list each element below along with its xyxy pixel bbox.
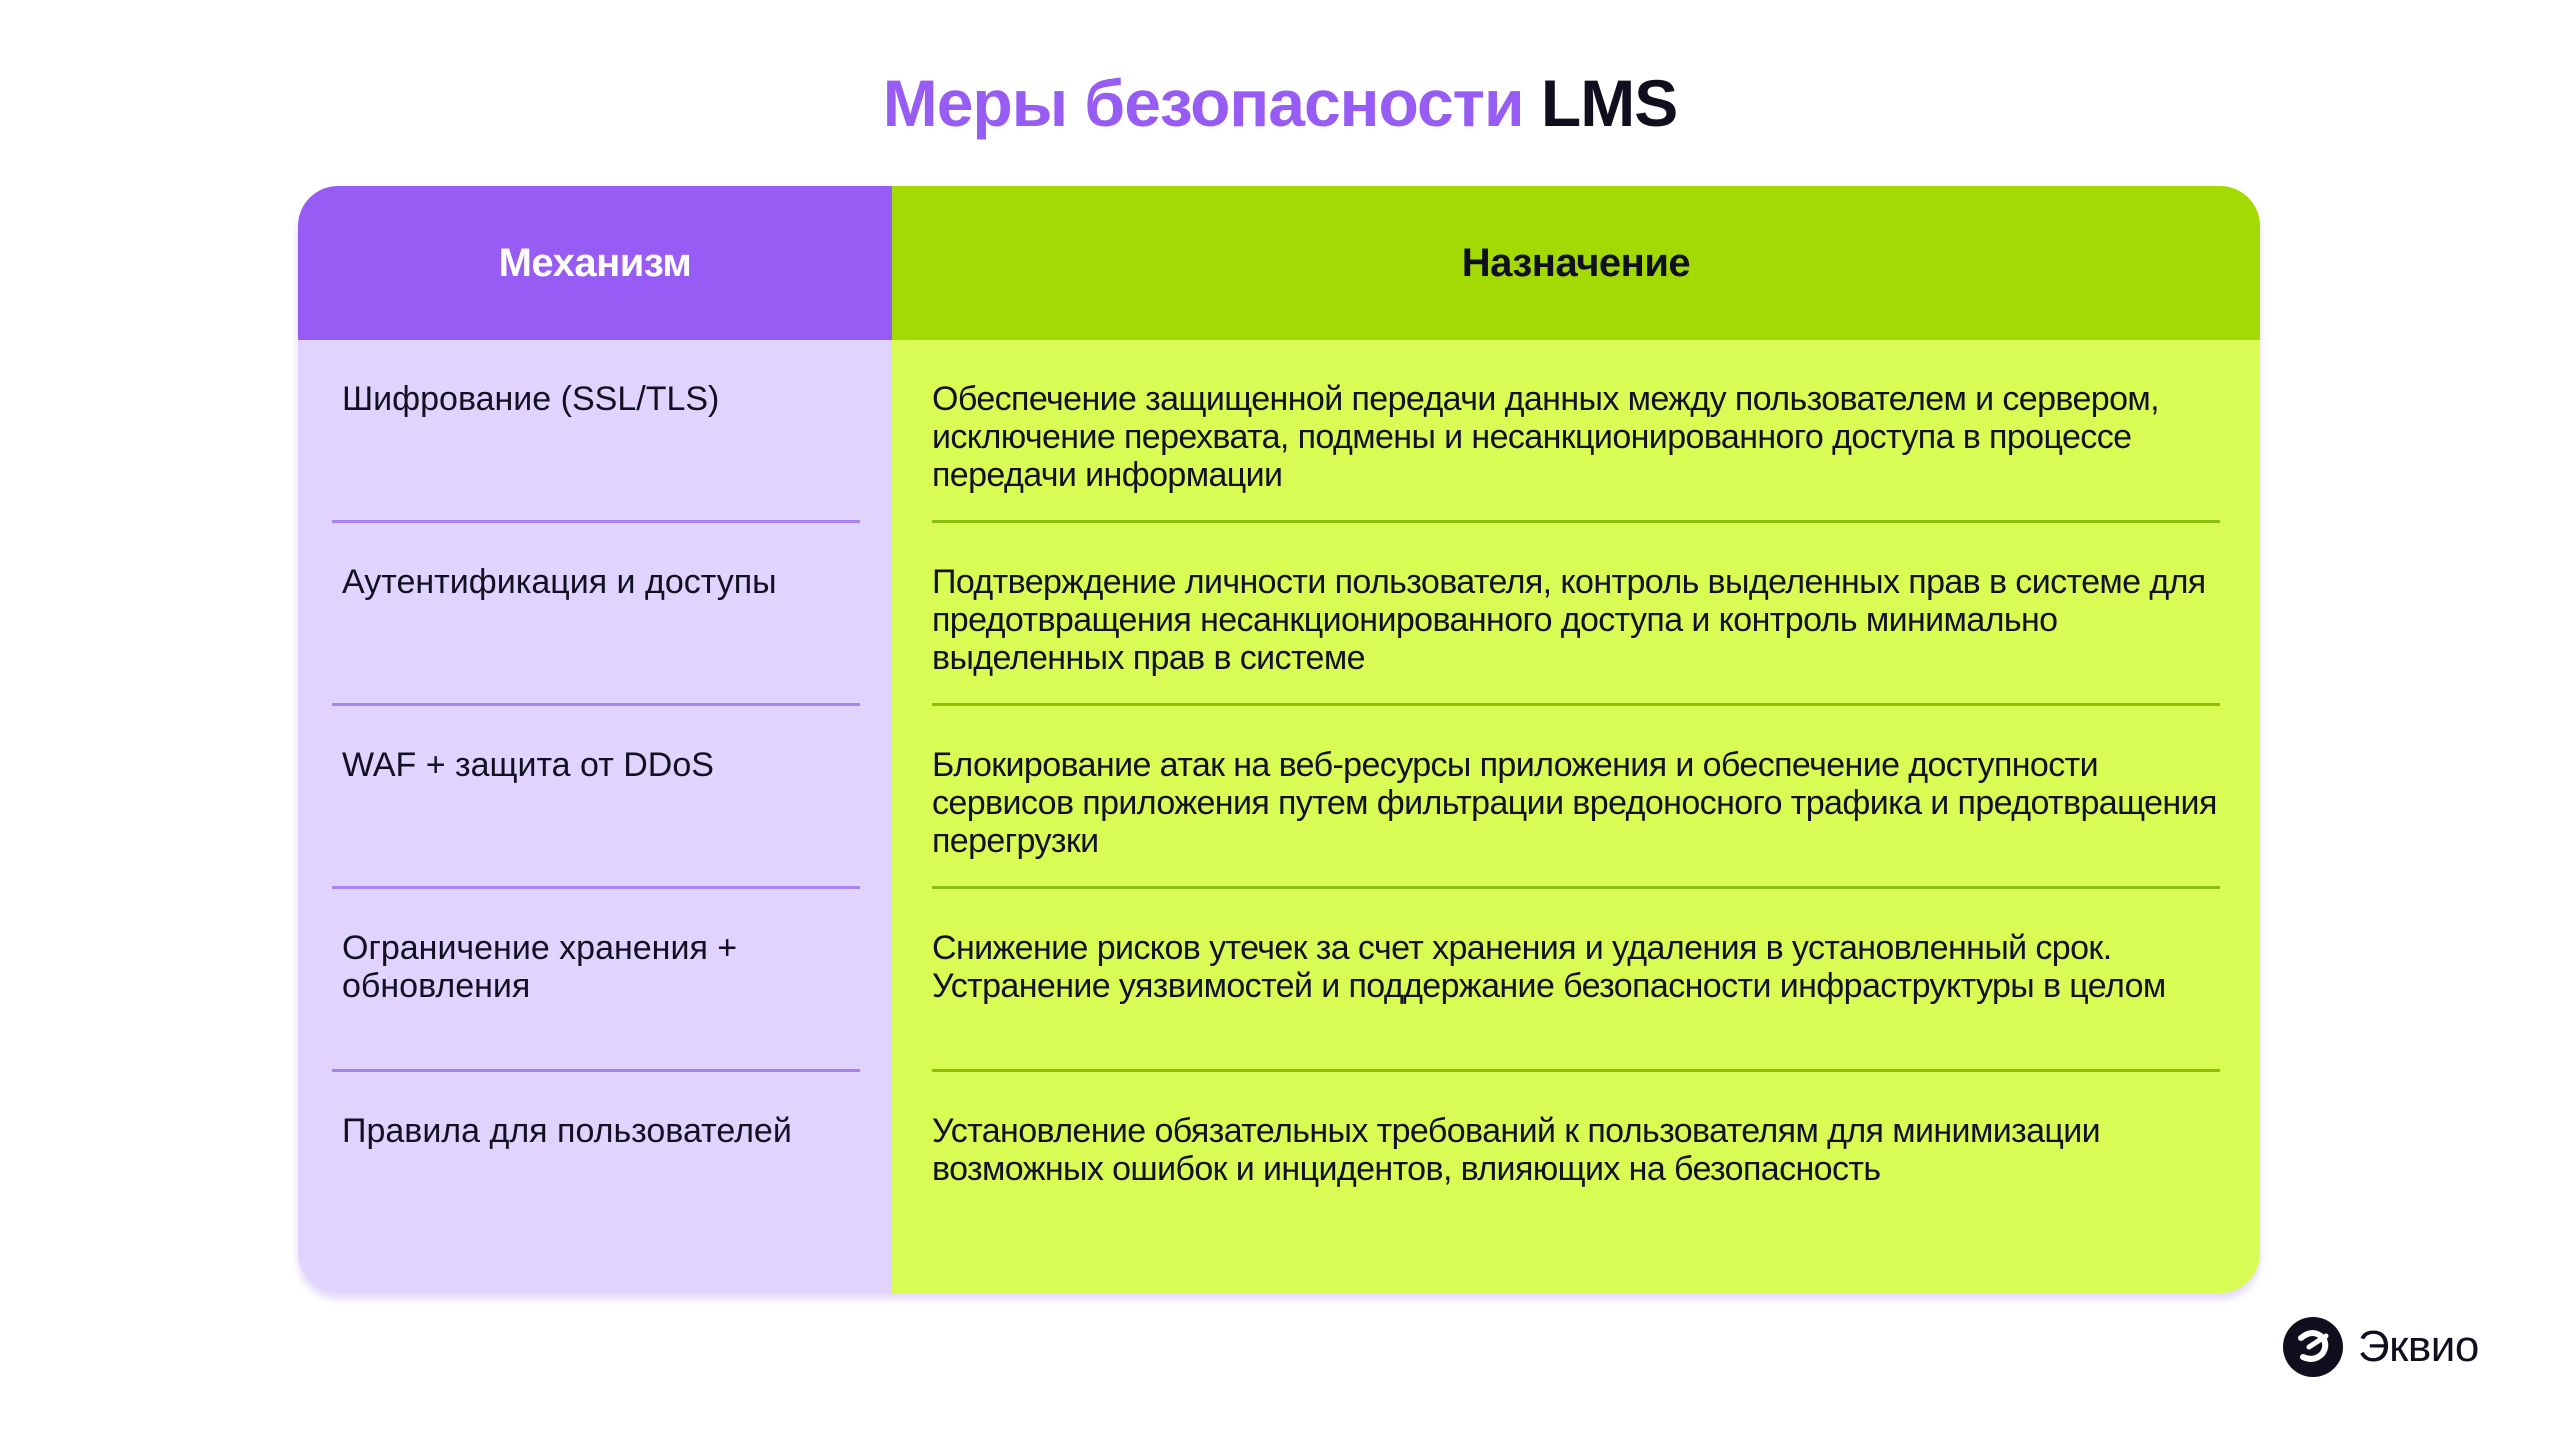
purpose-cell: Снижение рисков утечек за счет хранения и удаления в установленный срок. Устранение уязвимостей и поддержание безопасности инфраструктуры в целом bbox=[932, 929, 2166, 1005]
table-row bbox=[298, 523, 892, 706]
mechanism-column bbox=[298, 186, 892, 1293]
purpose-cell: Установление обязательных требований к пользователям для минимизации возможных ошибок и инцидентов, влияющих на безопасность bbox=[932, 1112, 2101, 1188]
logo-text: Эквио bbox=[2358, 1322, 2479, 1371]
security-measures-table bbox=[298, 186, 2260, 1293]
mechanism-cell: Правила для пользователей bbox=[342, 1112, 792, 1150]
purpose-column bbox=[892, 186, 2260, 1293]
table-row bbox=[892, 1072, 2260, 1255]
table-row bbox=[298, 706, 892, 889]
header-purpose: Назначение bbox=[892, 186, 2260, 340]
page-title bbox=[0, 58, 2560, 148]
ekvio-logo bbox=[2282, 1316, 2479, 1378]
title-accent: Меры безопасности bbox=[882, 66, 1524, 140]
mechanism-cell: Ограничение хранения + обновления bbox=[342, 929, 738, 1005]
purpose-cell: Подтверждение личности пользователя, контроль выделенных прав в системе для предотвращения несанкционированного доступа и контроль минимально выделенных прав в системе bbox=[932, 563, 2206, 677]
table-row bbox=[892, 340, 2260, 523]
title-lms: LMS bbox=[1540, 66, 1678, 140]
table-row bbox=[892, 523, 2260, 706]
mechanism-cell: Аутентификация и доступы bbox=[342, 563, 777, 601]
table-row bbox=[892, 706, 2260, 889]
table-row bbox=[298, 1072, 892, 1255]
mechanism-cell: Шифрование (SSL/TLS) bbox=[342, 380, 720, 418]
purpose-cell: Обеспечение защищенной передачи данных между пользователем и сервером, исключение перехвата, подмены и несанкционированного доступа в процессе передачи информации bbox=[932, 380, 2160, 494]
table-row bbox=[298, 340, 892, 523]
ekvio-logo-icon bbox=[2282, 1316, 2344, 1378]
mechanism-cell: WAF + защита от DDoS bbox=[342, 746, 714, 784]
purpose-cell: Блокирование атак на веб-ресурсы приложения и обеспечение доступности сервисов приложения путем фильтрации вредоносного трафика и предотвращения перегрузки bbox=[932, 746, 2217, 860]
table-row bbox=[892, 889, 2260, 1072]
table-row bbox=[298, 889, 892, 1072]
header-mechanism: Механизм bbox=[298, 186, 892, 340]
